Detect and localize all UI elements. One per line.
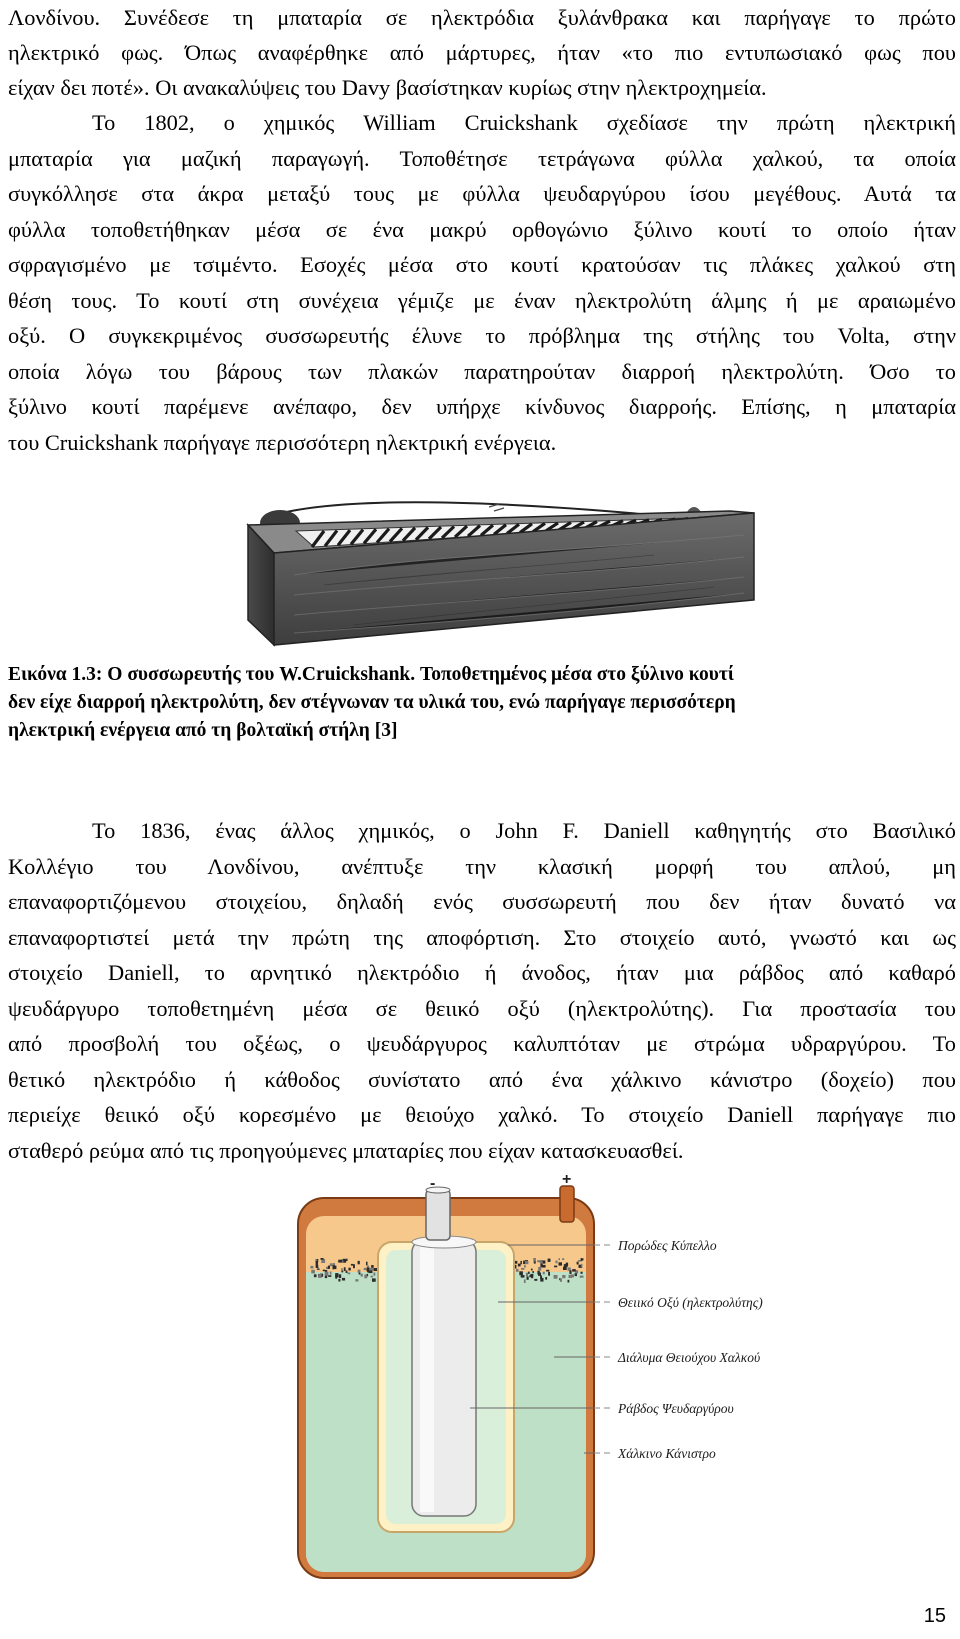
paragraph1-line: Λονδίνου. Συνέδεσε τη μπαταρία σε ηλεκτρόδια ξυλάνθρακα και παρήγαγε το πρώτο: [8, 5, 956, 30]
plus-sign: +: [562, 1171, 572, 1188]
paragraph1-line: ηλεκτρικό φως. Όπως αναφέρθηκε από μάρτυρες, ήταν «το πιο εντυπωσιακό φως που: [8, 40, 956, 65]
paragraph2-line: ξύλινο κουτί παρέμενε ανέπαφο, δεν υπήρχε κίνδυνος διαρροής. Επίσης, η μπαταρία: [8, 394, 956, 419]
paragraph3-line: ψευδάργυρο τοποθετημένη μέσα σε θειικό οξύ (ηλεκτρολύτης). Για προστασία του: [8, 996, 956, 1021]
label-copper-sulfate-solution: Διάλυμα Θειούχου Χαλκού: [618, 1350, 761, 1365]
paragraph2-line: θέση τους. Το κουτί στη συνέχεια γέμιζε με έναν ηλεκτρολύτη άλμης ή με αραιωμένο: [8, 288, 956, 313]
figure1-caption-line: ηλεκτρική ενέργεια από τη βολταϊκή στήλη [3]: [8, 720, 398, 741]
paragraph2-line: Το 1802, ο χημικός William Cruickshank σχεδίασε την πρώτη ηλεκτρική: [92, 110, 956, 135]
paragraph3-line: επαναφορτιζόμενου στοιχείου, δηλαδή ενός συσσωρευτή που δεν ήταν δυνατό να: [8, 889, 956, 914]
paragraph2-line: συγκόλλησε στα άκρα μεταξύ τους με φύλλα ψευδαργύρου ίσου μεγέθους. Αυτά τα: [8, 181, 956, 206]
paragraph2-line: οποία λόγω του βάρους των πλακών παρατηρούταν διαρροή ηλεκτρολύτη. Όσο το: [8, 359, 956, 384]
minus-sign: -: [430, 1175, 436, 1192]
paragraph3-line: περιείχε θειικό οξύ κορεσμένο με θειούχο χαλκό. Το στοιχείο Daniell παρήγαγε πιο: [8, 1102, 956, 1127]
label-porous-cup: Πορώδες Κύπελλο: [618, 1238, 717, 1253]
paragraph2-line: του Cruickshank παρήγαγε περισσότερη ηλεκτρική ενέργεια.: [8, 430, 557, 455]
daniell-cell-diagram: [286, 1171, 811, 1582]
label-copper-canister: Χάλκινο Κάνιστρο: [618, 1446, 716, 1461]
paragraph2-line: οξύ. Ο συγκεκριμένος συσσωρευτής έλυνε το πρόβλημα της στήλης του Volta, στην: [8, 323, 956, 348]
page-number: 15: [923, 1605, 946, 1627]
paragraph3-line: από προσβολή του οξέως, ο ψευδάργυρος καλυπτόταν με στρώμα υδραργύρου. Το: [8, 1031, 956, 1056]
paragraph3-line: σταθερό ρεύμα από τις προηγούμενες μπαταρίες που είχαν κατασκευασθεί.: [8, 1138, 684, 1163]
cruickshank-battery-illustration: [234, 495, 758, 660]
label-sulfuric-acid: Θειικό Οξύ (ηλεκτρολύτης): [618, 1295, 763, 1310]
paragraph2-line: σφραγισμένο με τσιμέντο. Εσοχές μέσα στο κουτί κρατούσαν τις πλάκες χαλκού στη: [8, 252, 956, 277]
paragraph2-line: φύλλα τοποθετήθηκαν μέσα σε ένα μακρύ ορθογώνιο ξύλινο κουτί το οποίο ήταν: [8, 217, 956, 242]
paragraph3-line: επαναφορτιστεί μετά την πρώτη της αποφόρτιση. Στο στοιχείο αυτό, γνωστό και ως: [8, 925, 956, 950]
figure1-caption-line: Εικόνα 1.3: Ο συσσωρευτής του W.Cruickshank. Τοποθετημένος μέσα στο ξύλινο κουτί: [8, 664, 734, 685]
negative-terminal: [426, 1190, 450, 1240]
positive-terminal: [560, 1186, 574, 1222]
paragraph3-line: Κολλέγιο του Λονδίνου, ανέπτυξε την κλασική μορφή του απλού, μη: [8, 854, 956, 879]
label-zinc-rod: Ράβδος Ψευδαργύρου: [618, 1401, 734, 1416]
figure1-caption-line: δεν είχε διαρροή ηλεκτρολύτη, δεν στέγνωναν τα υλικά του, ενώ παρήγαγε περισσότερη: [8, 692, 736, 713]
paragraph3-line: Το 1836, ένας άλλος χημικός, ο John F. Daniell καθηγητής στο Βασιλικό: [92, 818, 956, 843]
paragraph3-line: στοιχείο Daniell, το αρνητικό ηλεκτρόδιο ή άνοδος, ήταν μια ράβδος από καθαρό: [8, 960, 956, 985]
paragraph3-line: θετικό ηλεκτρόδιο ή κάθοδος συνίστατο από ένα χάλκινο κάνιστρο (δοχείο) που: [8, 1067, 956, 1092]
paragraph1-line: είχαν δει ποτέ». Οι ανακαλύψεις του Davy βασίστηκαν κυρίως στην ηλεκτροχημεία.: [8, 75, 767, 100]
paragraph2-line: μπαταρία για μαζική παραγωγή. Τοποθέτησε τετράγωνα φύλλα χαλκού, τα οποία: [8, 146, 956, 171]
